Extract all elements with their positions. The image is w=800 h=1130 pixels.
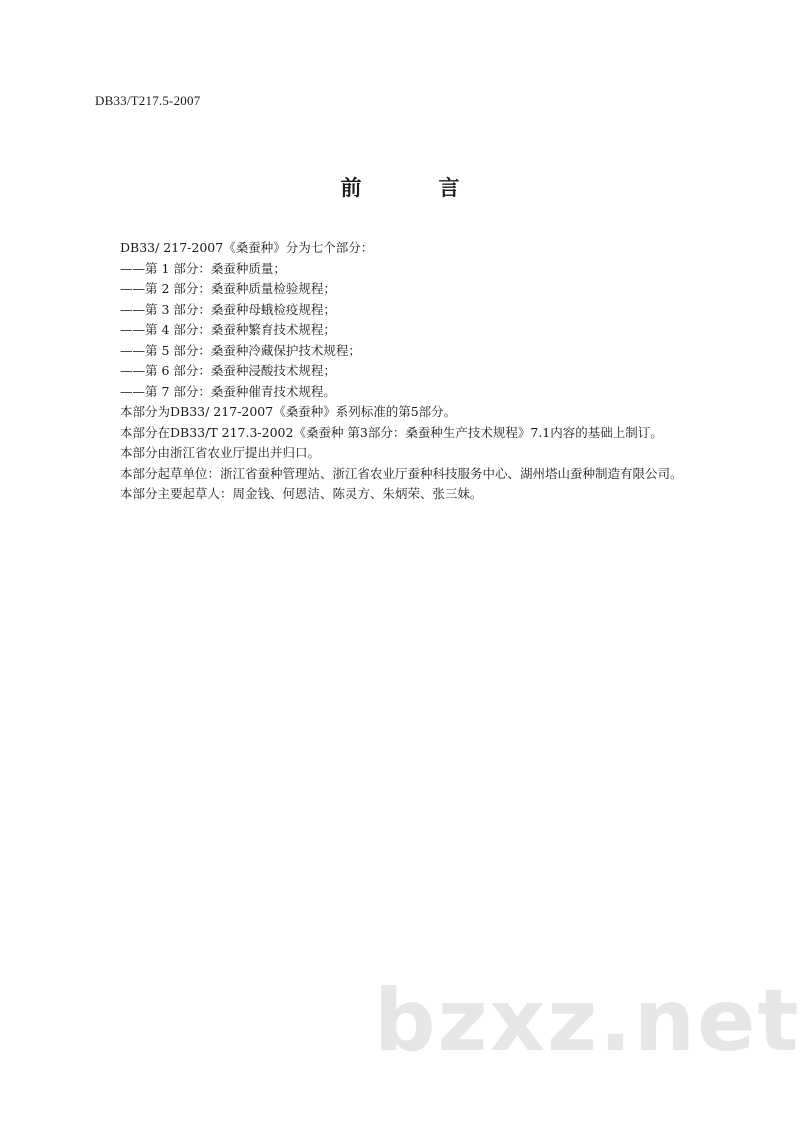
paragraph-part-scope: 本部分为DB33/ 217-2007《桑蚕种》系列标准的第5部分。 xyxy=(120,404,457,419)
page-title: 前 言 xyxy=(340,176,488,200)
list-item-part-6: ——第 6 部分：桑蚕种浸酸技术规程； xyxy=(120,363,336,378)
paragraph-basis: 本部分在DB33/T 217.3-2002《桑蚕种 第3部分：桑蚕种生产技术规程》7.1内容的基础上制订。 xyxy=(120,424,663,440)
list-item-part-4: ——第 4 部分：桑蚕种繁育技术规程； xyxy=(120,322,336,337)
list-item-part-7: ——第 7 部分：桑蚕种催青技术规程。 xyxy=(120,383,336,399)
paragraph-drafters: 本部分主要起草人：周金钱、何恩洁、陈灵方、朱炳荣、张三妹。 xyxy=(120,486,483,501)
foreword-body xyxy=(98,238,740,505)
paragraph-proposer: 本部分由浙江省农业厅提出并归口。 xyxy=(120,445,321,460)
list-item-part-1: ——第 1 部分：桑蚕种质量； xyxy=(120,260,286,276)
list-item-part-2: ——第 2 部分：桑蚕种质量检验规程； xyxy=(120,281,336,296)
paragraph-intro: DB33/ 217-2007《桑蚕种》分为七个部分： xyxy=(120,240,374,255)
document-code: DB33/T217.5-2007 xyxy=(95,93,201,108)
list-item-part-3: ——第 3 部分：桑蚕种母蛾检疫规程； xyxy=(120,301,336,317)
list-item-part-5: ——第 5 部分：桑蚕种冷藏保护技术规程； xyxy=(120,342,361,358)
paragraph-drafting-units: 本部分起草单位：浙江省蚕种管理站、浙江省农业厅蚕种科技服务中心、湖州塔山蚕种制造有限公司。 xyxy=(120,465,683,481)
watermark-logo: bzxz.net xyxy=(374,971,800,1071)
